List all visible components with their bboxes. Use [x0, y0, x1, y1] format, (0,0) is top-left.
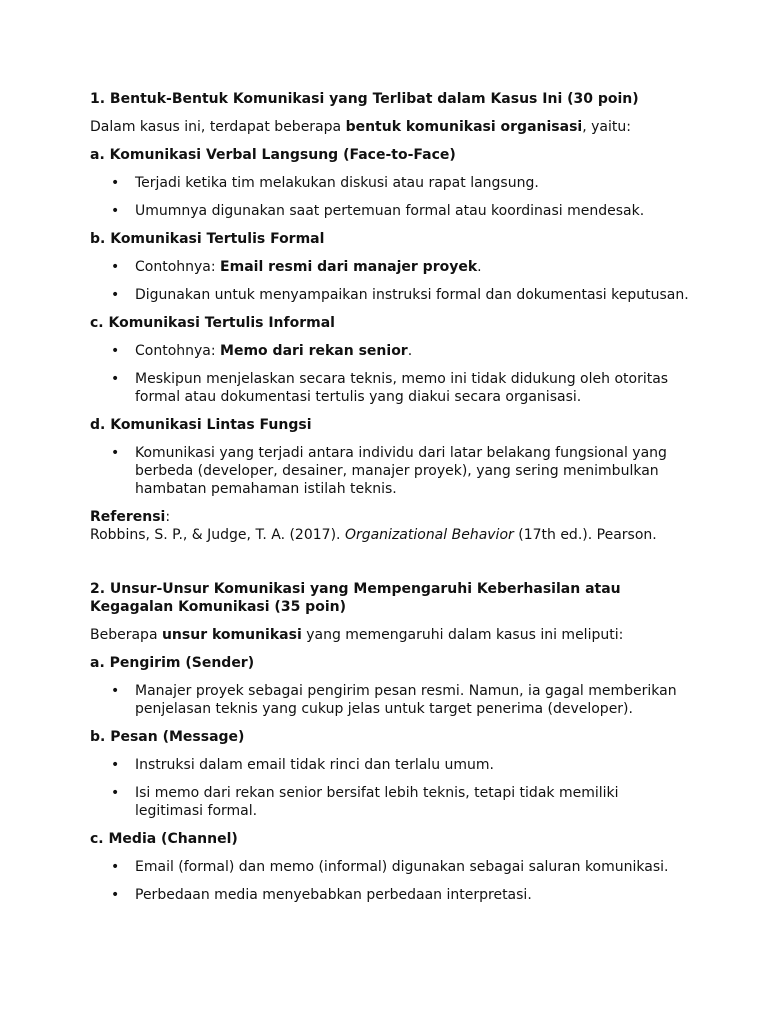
citation-edition: (17th ed.). Pearson. — [513, 527, 657, 543]
list-item — [90, 886, 690, 904]
bullet-icon: • — [111, 445, 120, 461]
list-item-text: Komunikasi yang terjadi antara individu dari latar belakang fungsional yang berbeda (developer, desainer, manajer proyek), yang sering menimbulkan hambatan pemahaman istilah teknis. — [135, 445, 667, 497]
intro-text-end: , yaitu: — [582, 119, 631, 135]
bullet-list-1c — [90, 342, 690, 406]
list-item — [90, 444, 690, 498]
list-item — [90, 858, 690, 876]
intro-emphasis: unsur komunikasi — [161, 627, 302, 643]
bullet-icon: • — [111, 683, 120, 699]
list-item — [90, 370, 690, 406]
bullet-icon: • — [111, 757, 120, 773]
list-item-emphasis: Memo dari rekan senior — [220, 343, 408, 359]
bullet-list-2a — [90, 682, 690, 718]
bullet-icon: • — [111, 343, 120, 359]
list-item-text-end: . — [407, 343, 413, 359]
list-item — [90, 682, 690, 718]
intro-emphasis: bentuk komunikasi organisasi — [345, 119, 583, 135]
list-item-text: Contohnya: — [135, 259, 221, 275]
bullet-list-1a — [90, 174, 690, 220]
bullet-list-2c — [90, 858, 690, 904]
list-item-text: Instruksi dalam email tidak rinci dan terlalu umum. — [135, 757, 494, 773]
section-2-intro — [90, 626, 690, 644]
list-item-text: Meskipun menjelaskan secara teknis, memo ini tidak didukung oleh otoritas formal atau dokumentasi tertulis yang diakui secara organisasi. — [135, 371, 669, 405]
citation-authors: Robbins, S. P., & Judge, T. A. (2017). — [90, 527, 345, 543]
section-1-heading: 1. Bentuk-Bentuk Komunikasi yang Terlibat dalam Kasus Ini (30 poin) — [90, 91, 639, 107]
reference-label-line — [90, 508, 690, 526]
bullet-icon: • — [111, 887, 120, 903]
reference-label: Referensi — [90, 509, 166, 525]
list-item — [90, 756, 690, 774]
intro-text: Dalam kasus ini, terdapat beberapa — [90, 119, 346, 135]
bullet-icon: • — [111, 203, 120, 219]
subheading-1c: c. Komunikasi Tertulis Informal — [90, 315, 335, 331]
bullet-icon: • — [111, 859, 120, 875]
bullet-list-1b — [90, 258, 690, 304]
subheading-2c: c. Media (Channel) — [90, 831, 238, 847]
section-spacer — [90, 554, 690, 580]
bullet-icon: • — [111, 175, 120, 191]
list-item-text: Perbedaan media menyebabkan perbedaan interpretasi. — [135, 887, 532, 903]
list-item-text: Email (formal) dan memo (informal) digunakan sebagai saluran komunikasi. — [135, 859, 669, 875]
list-item — [90, 342, 690, 360]
intro-text-end: yang memengaruhi dalam kasus ini meliputi: — [301, 627, 624, 643]
subheading-1d: d. Komunikasi Lintas Fungsi — [90, 417, 312, 433]
list-item-text: Contohnya: — [135, 343, 221, 359]
list-item — [90, 174, 690, 192]
subheading-1a: a. Komunikasi Verbal Langsung (Face-to-Face) — [90, 147, 456, 163]
bullet-list-1d — [90, 444, 690, 498]
bullet-list-2b — [90, 756, 690, 820]
list-item — [90, 202, 690, 220]
list-item-text: Terjadi ketika tim melakukan diskusi atau rapat langsung. — [135, 175, 539, 191]
subheading-2a: a. Pengirim (Sender) — [90, 655, 255, 671]
bullet-icon: • — [111, 785, 120, 801]
list-item-text: Isi memo dari rekan senior bersifat lebih teknis, tetapi tidak memiliki legitimasi formal. — [135, 785, 619, 819]
list-item-text-end: . — [477, 259, 482, 275]
list-item-emphasis: Email resmi dari manajer proyek — [220, 259, 478, 275]
bullet-icon: • — [111, 259, 120, 275]
section-1-intro — [90, 118, 690, 136]
list-item — [90, 286, 690, 304]
reference-citation — [90, 526, 690, 544]
citation-title: Organizational Behavior — [344, 527, 514, 543]
list-item — [90, 784, 690, 820]
reference-block — [90, 508, 690, 544]
list-item-text: Digunakan untuk menyampaikan instruksi formal dan dokumentasi keputusan. — [135, 287, 689, 303]
list-item-text: Umumnya digunakan saat pertemuan formal atau koordinasi mendesak. — [135, 203, 645, 219]
reference-colon: : — [165, 509, 171, 525]
document-page — [90, 90, 690, 914]
section-2-heading: 2. Unsur-Unsur Komunikasi yang Mempengaruhi Keberhasilan atau Kegagalan Komunikasi (35 poin) — [90, 581, 621, 615]
bullet-icon: • — [111, 287, 120, 303]
list-item — [90, 258, 690, 276]
intro-text: Beberapa — [90, 627, 162, 643]
subheading-1b: b. Komunikasi Tertulis Formal — [90, 231, 325, 247]
bullet-icon: • — [111, 371, 120, 387]
list-item-text: Manajer proyek sebagai pengirim pesan resmi. Namun, ia gagal memberikan penjelasan teknis yang cukup jelas untuk target penerima (developer). — [135, 683, 677, 717]
subheading-2b: b. Pesan (Message) — [90, 729, 245, 745]
